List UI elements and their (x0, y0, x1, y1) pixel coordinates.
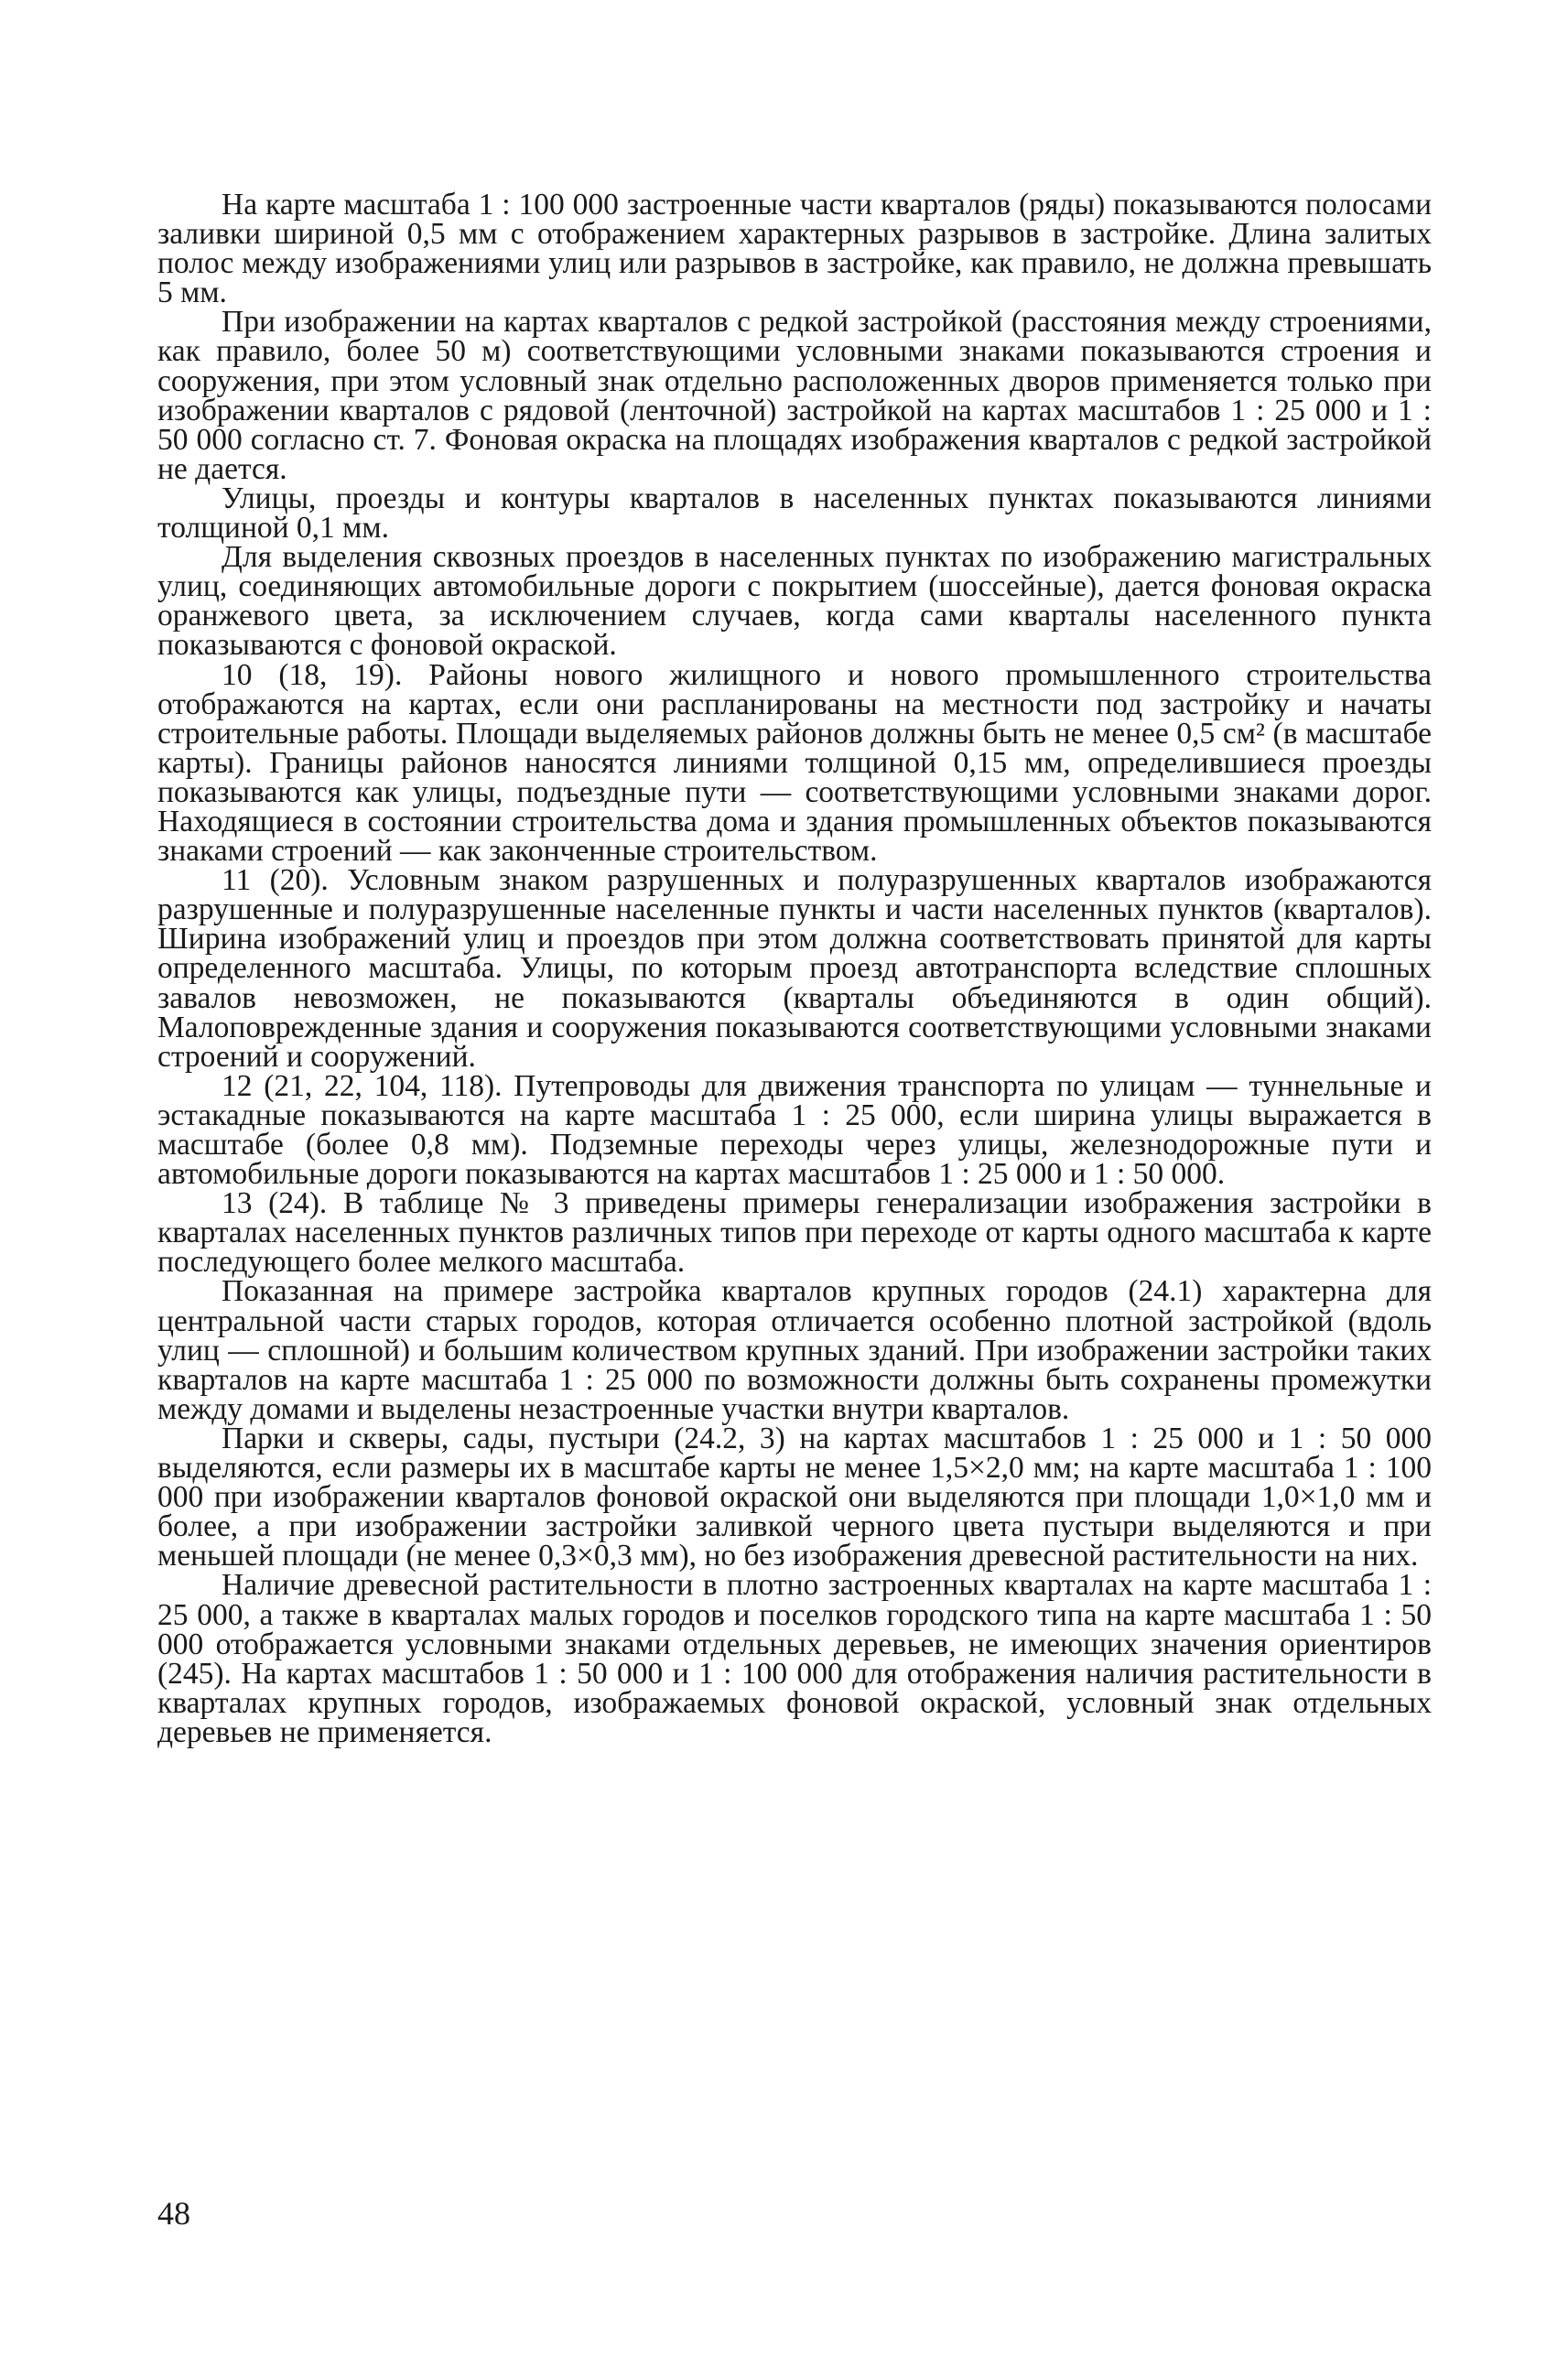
paragraph-8: 13 (24). В таблице № 3 приведены примеры генерализации изображения застройки в кварталах населенных пунктов различных типов при переходе от карты одного масштаба к карте последующего более мелкого масштаба. (157, 1186, 1432, 1280)
paragraph-6: 11 (20). Условным знаком разрушенных и полуразрушенных кварталов изображаются разрушенные и полуразрушенные населенные пункты и части населенных пунктов (кварталов). Ширина изображений улиц и проездов при этом должна соответствовать принятой для карты определенного масштаба. Улицы, по которым проезд автотранспорта вследствие сплошных завалов невозможен, не показываются (кварталы объединяются в один общий). Малоповрежденные здания и сооружения показываются соответствующими условными знаками строений и сооружений. (157, 863, 1432, 1074)
paragraph-1: На карте масштаба 1 : 100 000 застроенные части кварталов (ряды) показываются полосами заливки шириной 0,5 мм с отображением характерных разрывов в застройке. Длина залитых полос между изображениями улиц или разрывов в застройке, как правило, не должна превышать 5 мм. (157, 188, 1432, 310)
page-number: 48 (157, 2195, 190, 2232)
paragraph-10: Парки и скверы, сады, пустыри (24.2, 3) на картах масштабов 1 : 25 000 и 1 : 50 000 выделяются, если размеры их в масштабе карты не менее 1,5×2,0 мм; на карте масштаба 1 : 100 000 при изображении кварталов фоновой окраской они выделяются при площади 1,0×1,0 мм и более, а при изображении застройки заливкой черного цвета пустыри выделяются и при меньшей площади (не менее 0,3×0,3 мм), но без изображения древесной растительности на них. (157, 1421, 1432, 1573)
paragraph-11: Наличие древесной растительности в плотно застроенных кварталах на карте масштаба 1 : 25 000, а также в кварталах малых городов и поселков городского типа на карте масштаба 1 : 50 000 отображается условными знаками отдельных деревьев, не имеющих значения ориентиров (245). На картах масштабов 1 : 50 000 и 1 : 100 000 для отображения наличия растительности в кварталах крупных городов, изображаемых фоновой окраской, условный знак отдельных деревьев не применяется. (157, 1568, 1432, 1749)
paragraph-3: Улицы, проезды и контуры кварталов в населенных пунктах показываются линиями толщиной 0,1 мм. (157, 481, 1432, 546)
paragraph-7: 12 (21, 22, 104, 118). Путепроводы для движения транспорта по улицам — туннельные и эстакадные показываются на карте масштаба 1 : 25 000, если ширина улицы выражается в масштабе (более 0,8 мм). Подземные переходы через улицы, железнодорожные пути и автомобильные дороги показываются на картах масштабов 1 : 25 000 и 1 : 50 000. (157, 1068, 1432, 1192)
body-text (157, 190, 1432, 1747)
paragraph-2: При изображении на картах кварталов с редкой застройкой (расстояния между строениями, как правило, более 50 м) соответствующими условными знаками показываются строения и сооружения, при этом условный знак отдельно расположенных дворов применяется только при изображении кварталов с рядовой (ленточной) застройкой на картах масштабов 1 : 25 000 и 1 : 50 000 согласно ст. 7. Фоновая окраска на площадях изображения кварталов с редкой застройкой не дается. (157, 305, 1432, 486)
paragraph-5: 10 (18, 19). Районы нового жилищного и нового промышленного строительства отображаются на картах, если они распланированы на местности под застройку и начаты строительные работы. Площади выделяемых районов должны быть не менее 0,5 см² (в масштабе карты). Границы районов наносятся линиями толщиной 0,15 мм, определившиеся проезды показываются как улицы, подъездные пути — соответствующими условными знаками дорог. Находящиеся в состоянии строительства дома и здания промышленных объектов показываются знаками строений — как законченные строительством. (157, 657, 1432, 869)
paragraph-9: Показанная на примере застройка кварталов крупных городов (24.1) характерна для центральной части старых городов, которая отличается особенно плотной застройкой (вдоль улиц — сплошной) и большим количеством крупных зданий. При изображении застройки таких кварталов на карте масштаба 1 : 25 000 по возможности должны быть сохранены промежутки между домами и выделены незастроенные участки внутри кварталов. (157, 1274, 1432, 1426)
paragraph-4: Для выделения сквозных проездов в населенных пунктах по изображению магистральных улиц, соединяющих автомобильные дороги с покрытием (шоссейные), дается фоновая окраска оранжевого цвета, за исключением случаев, когда сами кварталы населенного пункта показываются с фоновой окраской. (157, 540, 1432, 663)
